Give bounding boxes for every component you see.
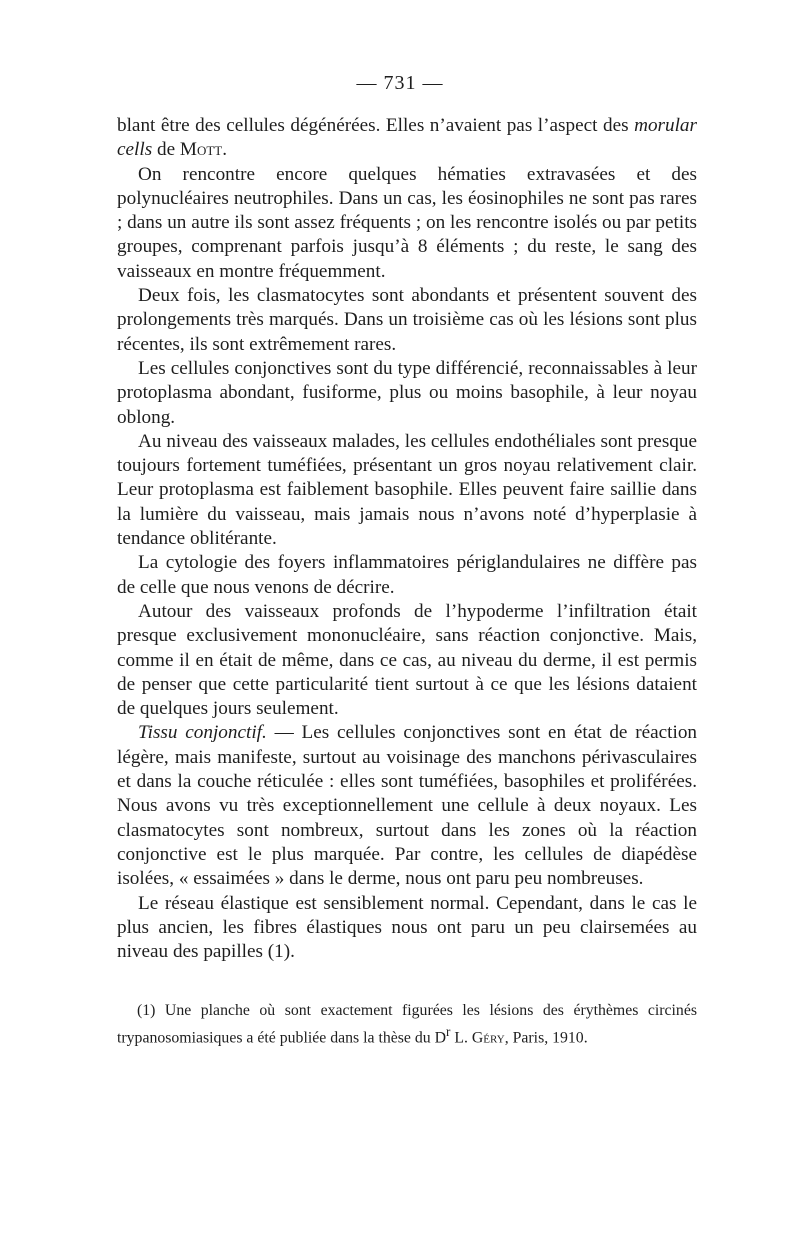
paragraph-1-text-a: blant être des cellules dégénérées. Elles n’avaient pas l’aspect des bbox=[117, 115, 635, 136]
paragraph-1-text-c: . bbox=[222, 139, 228, 161]
paragraph-2: On rencontre encore quelques hématies extravasées et des polynucléaires neutrophiles. Dans un cas, les éosinophiles ne sont pas rares ; dans un autre ils sont assez fréquents ; on les rencontre isolés ou par petits groupes, comprenant parfois jusqu’à 8 éléments ; du reste, le sang des vaisseaux en montre fréquemment. bbox=[117, 163, 697, 282]
paragraph-6: La cytologie des foyers inflammatoires périglandulaires ne diffère pas de celle que nous venons de décrire. bbox=[117, 552, 697, 598]
footnote-superscript: r bbox=[446, 1024, 451, 1039]
paragraph-1-text-b: de bbox=[152, 139, 180, 161]
paragraph-8 bbox=[117, 721, 697, 891]
paragraph-4: Les cellules conjonctives sont du type différencié, reconnaissables à leur protoplasma abondant, fusiforme, plus ou moins basophile, à leur noyau oblong. bbox=[117, 357, 697, 428]
footnote-text: (1) Une planche où sont exactement figurées les lésions des érythèmes circinés trypanosomiasiques a été publiée dans la thèse du D bbox=[117, 1002, 697, 1047]
paragraph-5: Au niveau des vaisseaux malades, les cellules endothéliales sont presque toujours fortement tuméfiées, présentant un gros noyau relativement clair. Leur protoplasma est faiblement basophile. Elles peuvent faire saillie dans la lumière du vaisseau, mais jamais nous n’avons noté d’hyperplasie à tendance oblitérante. bbox=[117, 430, 697, 550]
paragraph-9: Le réseau élastique est sensiblement normal. Cependant, dans le cas le plus ancien, les fibres élastiques nous ont paru un peu clairsemées au niveau des papilles (1). bbox=[117, 892, 697, 963]
paragraph-1 bbox=[117, 114, 697, 163]
footnote-end: , Paris, 1910. bbox=[504, 1029, 588, 1047]
paragraph-3: Deux fois, les clasmatocytes sont abondants et présentent souvent des prolongements très marqués. Dans un troisième cas où les lésions sont plus récentes, ils sont extrêmement rares. bbox=[117, 285, 697, 355]
paragraph-7: Autour des vaisseaux profonds de l’hypoderme l’infiltration était presque exclusivement mononucléaire, sans réaction conjonctive. Mais, comme il en était de même, dans ce cas, au niveau du derme, il est permis de penser que cette particularité tient surtout à ce que les lésions dataient de quelques jours seulement. bbox=[117, 600, 697, 720]
footnote-author: L. Géry bbox=[450, 1029, 505, 1047]
author-mott: Mott bbox=[179, 139, 223, 161]
morular-cells-term: morular cells bbox=[117, 115, 697, 161]
footnote bbox=[117, 1000, 697, 1048]
page-number: — 731 — bbox=[356, 72, 444, 94]
body-text bbox=[117, 114, 697, 964]
paragraph-8-text: — Les cellules conjonctives sont en état de réaction légère, mais manifeste, surtout au voisinage des manchons périvasculaires et dans la couche réticulée : elles sont tuméfiées, basophiles et proliférées. Nous avons vu très exceptionnellement une cellule à deux noyaux. Les clasmatocytes sont nombreux, surtout dans les zones où la réaction conjonctive est le plus marquée. Par contre, les cellules de diapédèse isolées, « essaimées » dans le derme, nous ont paru peu nombreuses. bbox=[117, 722, 698, 890]
section-heading-tissu-conjonctif: Tissu conjonctif. bbox=[138, 722, 267, 744]
